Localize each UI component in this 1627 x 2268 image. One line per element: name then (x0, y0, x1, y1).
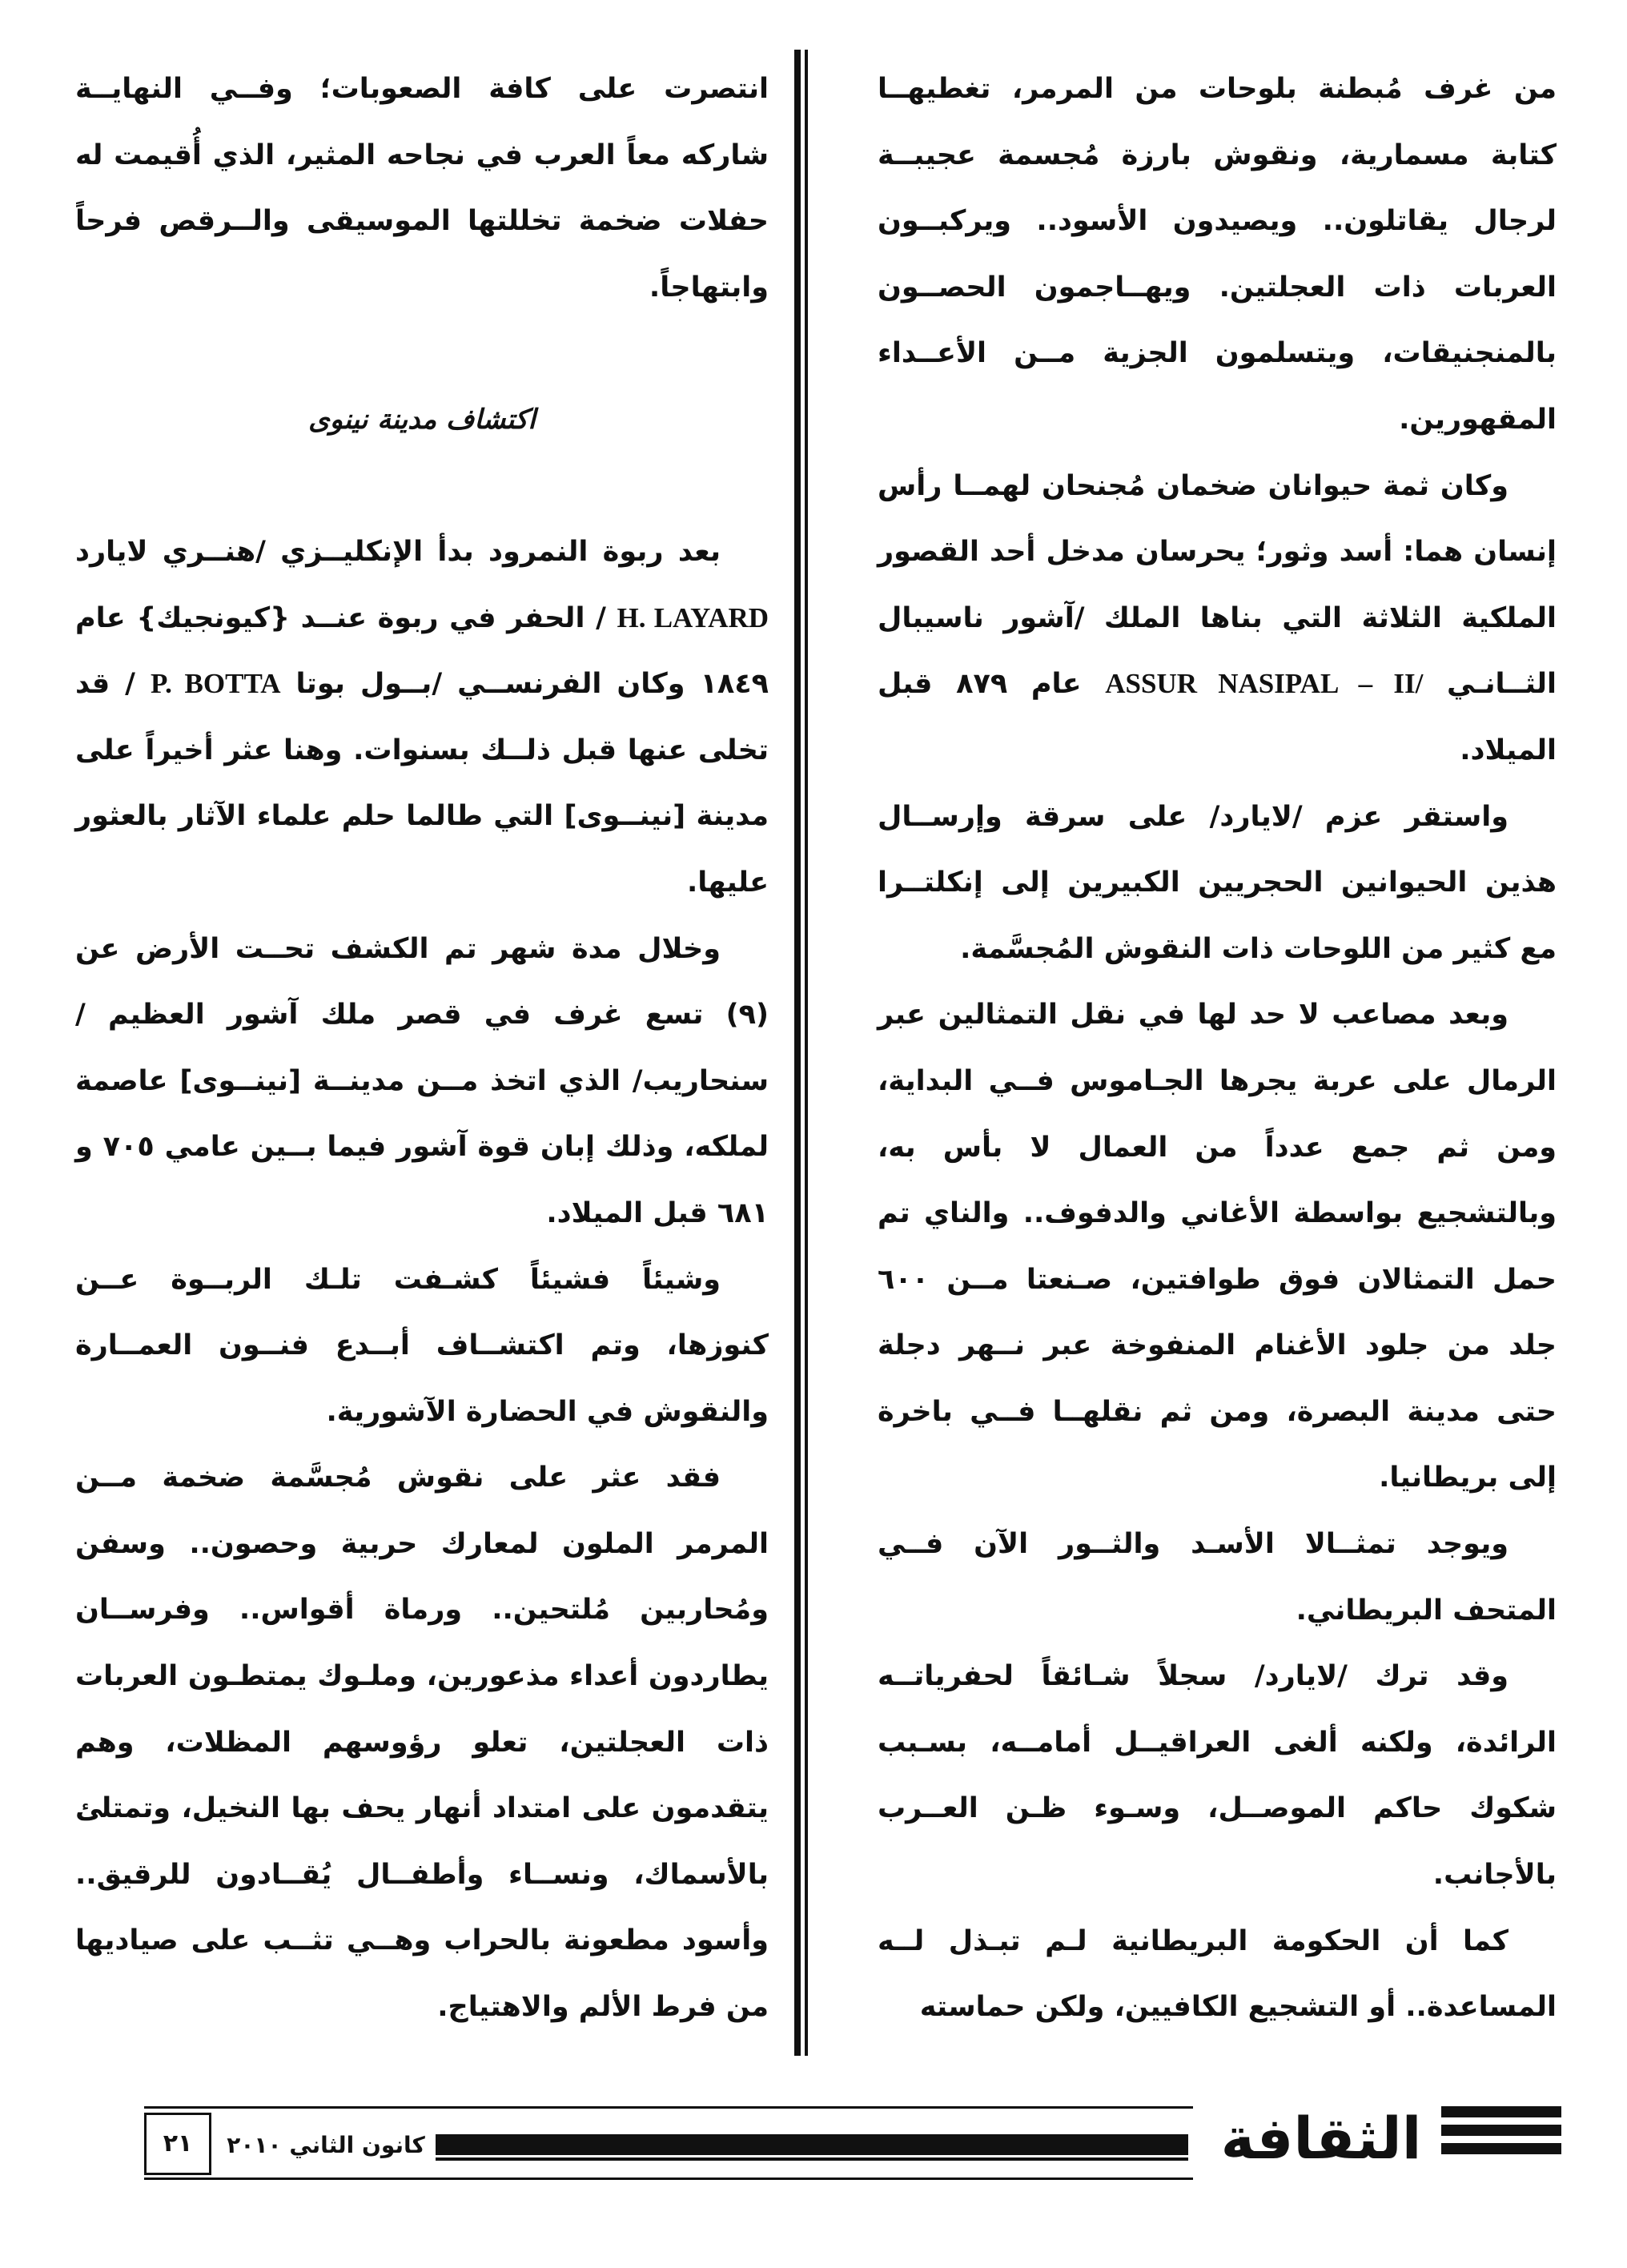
left-column (75, 56, 769, 2041)
paragraph: وبعد مصاعب لا حد لها في نقل التمثالين عبر الرمال على عربة يجرها الجـاموس فــي البداية، ومن ثم جمع عدداً من العمال لا بأس به، وبالتشجيع بواسطة الأغاني والدفوف.. والناي تم حمل التمثالان فوق طوافتين، صـنعتا مــن ٦٠٠ جلد من جلود الأغنام المنفوخة عبر نــهر دجلة حتى مدينة البصرة، ومن ثم نقلهــا فــي باخرة إلى بريطانيا. (878, 999, 1557, 1494)
issue-date: كانون الثاني ٢٠١٠ (227, 2132, 425, 2158)
paragraph: كما أن الحكومة البريطانية لـم تبـذل لــه المساعدة.. أو التشجيع الكافيين، ولكن حماسته (878, 1924, 1557, 2024)
right-column (878, 56, 1557, 2041)
section-heading: اكتشاف مدينة نينوى (308, 403, 536, 436)
paragraph-text: / قد تخلى عنها قبل ذلــك بسنوات. وهنا عثر أخيراً على مدينة [نينــوى] التي طالما حلم علماء الآثار بالعثور عليها. (75, 668, 769, 899)
paragraph (878, 453, 1557, 784)
paragraph-text: / الحفر في ربوة عنــد {كيونجيك} عام ١٨٤٩ وكان الفرنســي /بــول بوتا (75, 601, 769, 701)
spacer (75, 320, 769, 387)
latin-name: ASSUR NASIPAL – II/ (1105, 668, 1424, 700)
column-divider (805, 50, 808, 2056)
paragraph: انتصرت على كافة الصعوبات؛ وفــي النهايــة شاركه معاً العرب في نجاحه المثير، الذي أُقيمت له حفلات ضخمة تخللتها الموسيقى والــرقص فرحاً وابتهاجاً. (75, 73, 769, 304)
footer-rule (436, 2134, 1188, 2155)
paragraph-text: وكان ثمة حيوانان ضخمان مُجنحان لهمــا رأس إنسان هما: أسد وثور؛ يحرسان مدخل أحد القصور الملكية الثلاثة التي بناها الملك /آشور ناسيبال الثــانـي (878, 469, 1557, 701)
paragraph: وشيئاً فشيئاً كشـفت تلـك الربــوة عــن كنوزها، وتم اكتشــاف أبــدع فنــون العمــارة والنقوش في الحضارة الآشورية. (75, 1263, 769, 1428)
paragraph: وقد ترك /لايارد/ سجلاً شـائقاً لحفرياتــه الرائدة، ولكنه ألغى العراقيــل أمامــه، بسـبب شكوك حاكم الموصــل، وسـوء ظـن العــرب بالأجانب. (878, 1660, 1557, 1892)
paragraph: واستقر عزم /لايارد/ على سرقة وإرســال هذين الحيوانين الحجريين الكبيرين إلى إنكلتــرا مع كثير من اللوحات ذات النقوش المُجسَّمة. (878, 800, 1557, 965)
magazine-logo: الثقافة (1220, 2105, 1422, 2172)
paragraph: فقد عثر على نقوش مُجسَّمة ضخمة مــن المرمر الملون لمعارك حربية وحصون.. وسفن ومُحاربين مُلتحين.. ورماة أقواس.. وفرســان يطاردون أعداء مذعورين، وملـوك يمتطـون العربات ذات العجلتين، تعلو رؤوسهم المظلات، وهم يتقدمون على امتداد أنهار يحف بها النخيل، وتمتلئ بالأسماك، ونســاء وأطفــال يُقــادون للرقيق.. وأسود مطعونة بالحراب وهــي تثــب على صياديها من فرط الألم والاهتياج. (75, 1462, 769, 2024)
paragraph-text: بعد ربوة النمرود بدأ الإنكليــزي /هنــري لايارد (75, 535, 721, 568)
page-number: ٢١ (144, 2113, 211, 2175)
paragraph-text: عام ٨٧٩ قبل الميلاد. (878, 668, 1557, 766)
footer-rule (436, 2157, 1188, 2161)
column-divider (794, 50, 801, 2056)
paragraph: وخلال مدة شهر تم الكشف تحــت الأرض عن (٩) تسع غرف في قصر ملك آشور العظيم /سنحاريب/ الذي اتخذ مــن مدينــة [نينــوى] عاصمة لملكه، وذلك إبان قوة آشور فيما بــين عامي ٧٠٥ و ٦٨١ قبل الميلاد. (75, 932, 769, 1229)
paragraph: ويوجد تمثــالا الأسـد والثــور الآن فــي المتحف البريطاني. (878, 1528, 1557, 1627)
logo-stripes-icon (1441, 2106, 1561, 2174)
paragraph (75, 519, 769, 916)
paragraph: من غرف مُبطنة بلوحات من المرمر، تغطيهــا كتابة مسمارية، ونقوش بارزة مُجسمة عجيبــة لرجال يقاتلون.. ويصيدون الأسود.. ويركبــون العربات ذات العجلتين. ويهــاجمون الحصــون بالمنجنيقات، ويتسلمون الجزية مــن الأعــداء المقهورين. (878, 73, 1557, 436)
latin-name: P. BOTTA (151, 668, 281, 700)
latin-name: H. LAYARD (617, 601, 769, 633)
